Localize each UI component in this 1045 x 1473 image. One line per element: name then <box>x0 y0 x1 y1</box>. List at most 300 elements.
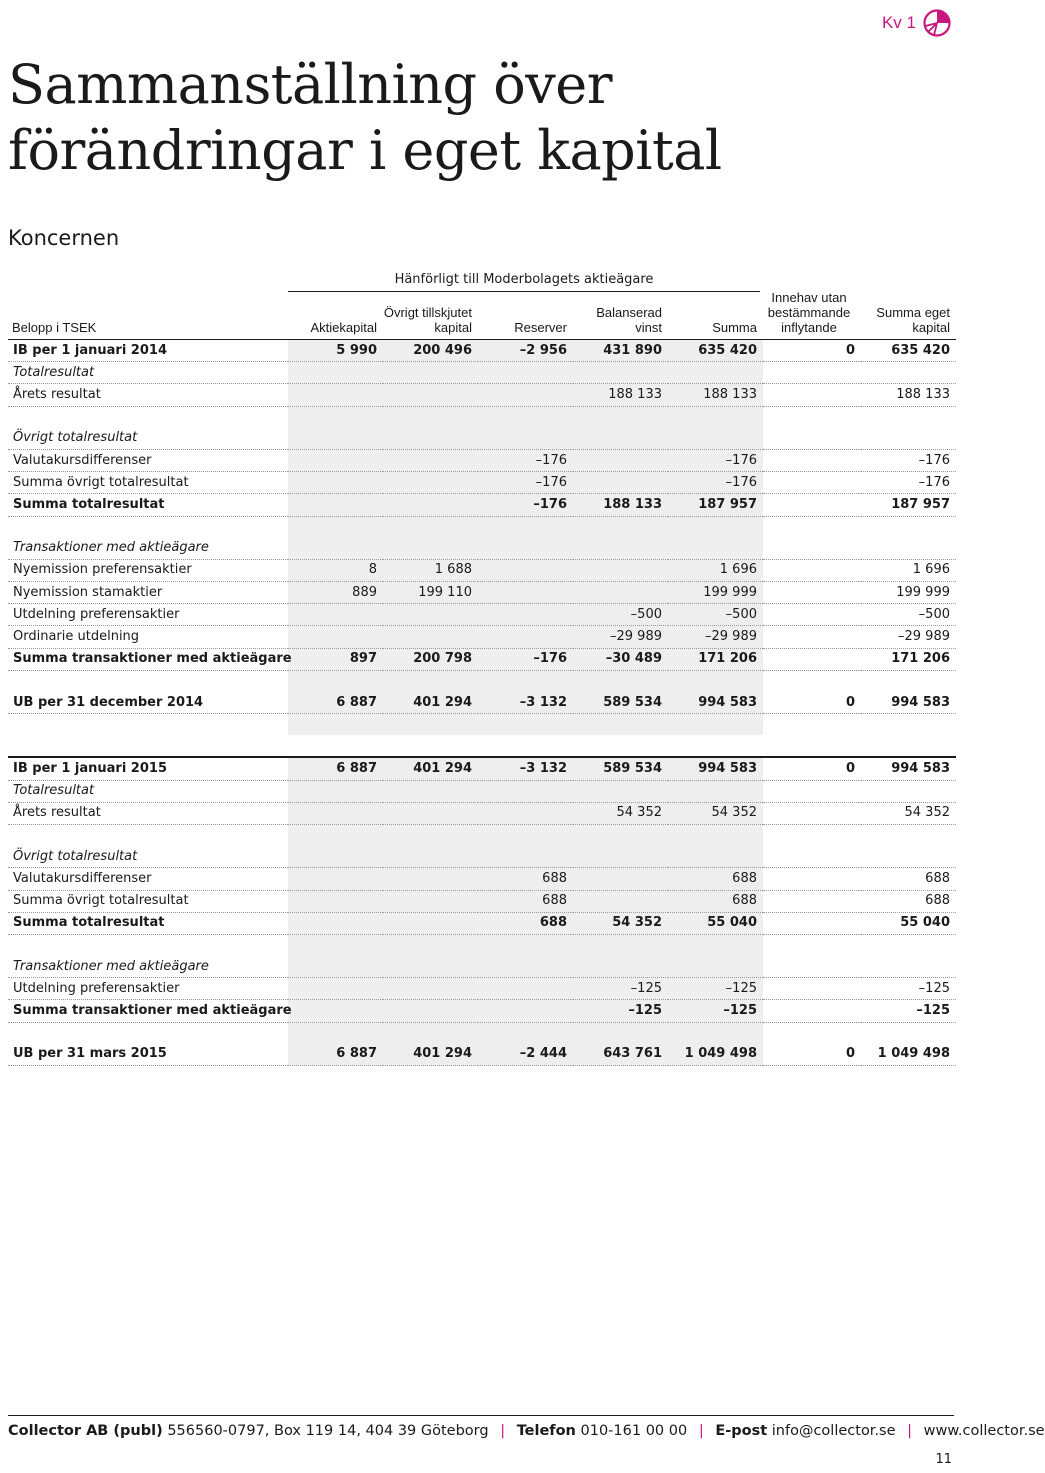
table-cell <box>861 428 956 450</box>
table-cell <box>383 735 478 757</box>
row-label: Utdelning preferensaktier <box>8 604 288 626</box>
table-cell <box>573 1022 668 1044</box>
table-cell <box>478 824 573 846</box>
table-cell <box>383 846 478 868</box>
table-row <box>8 449 956 471</box>
row-label: Summa övrigt totalresultat <box>8 472 288 494</box>
table-cell: 401 294 <box>383 1044 478 1066</box>
table-cell: –500 <box>668 604 763 626</box>
row-label <box>8 670 288 692</box>
row-label: Övrigt totalresultat <box>8 428 288 450</box>
table-cell <box>861 934 956 956</box>
row-label: Totalresultat <box>8 362 288 384</box>
table-cell <box>478 956 573 978</box>
table-cell: –125 <box>668 1000 763 1022</box>
table-cell <box>288 538 383 560</box>
table-cell <box>763 406 861 428</box>
table-cell: 199 999 <box>668 582 763 604</box>
column-header: Aktiekapital <box>288 290 383 340</box>
table-cell: 55 040 <box>861 912 956 934</box>
table-cell <box>383 449 478 471</box>
footer-email-link[interactable]: info@collector.se <box>771 1423 896 1439</box>
table-cell <box>763 890 861 912</box>
table-row <box>8 757 956 780</box>
table-cell <box>763 472 861 494</box>
table-cell <box>668 428 763 450</box>
table-cell <box>288 406 383 428</box>
table-cell <box>288 912 383 934</box>
row-label: IB per 1 januari 2014 <box>8 340 288 362</box>
table-cell: –176 <box>478 472 573 494</box>
table-cell <box>763 626 861 648</box>
table-cell <box>478 780 573 802</box>
table-cell: 643 761 <box>573 1044 668 1066</box>
table-cell <box>668 670 763 692</box>
table-cell <box>383 384 478 406</box>
footer-rule <box>8 1415 954 1416</box>
table-cell <box>573 934 668 956</box>
row-label <box>8 1022 288 1044</box>
table-cell: –30 489 <box>573 648 668 670</box>
table-cell <box>573 780 668 802</box>
table-cell <box>763 559 861 581</box>
section-title: Koncernen <box>8 226 120 250</box>
table-cell <box>668 516 763 538</box>
quarter-badge <box>882 8 952 38</box>
table-cell <box>573 735 668 757</box>
table-cell <box>478 538 573 560</box>
table-cell: –3 132 <box>478 692 573 714</box>
table-cell: 6 887 <box>288 757 383 780</box>
table-cell: –125 <box>573 1000 668 1022</box>
table-cell: 688 <box>668 868 763 890</box>
table-cell <box>478 406 573 428</box>
table-row <box>8 780 956 802</box>
table-row <box>8 1022 956 1044</box>
table-cell: 889 <box>288 582 383 604</box>
table-cell <box>288 516 383 538</box>
table-cell <box>478 516 573 538</box>
table-cell: 994 583 <box>668 692 763 714</box>
table-cell: 688 <box>668 890 763 912</box>
table-row <box>8 472 956 494</box>
table-cell <box>763 934 861 956</box>
table-cell: –29 989 <box>573 626 668 648</box>
table-cell <box>763 362 861 384</box>
table-cell <box>383 868 478 890</box>
table-row <box>8 912 956 934</box>
row-label: UB per 31 mars 2015 <box>8 1044 288 1066</box>
table-cell <box>668 824 763 846</box>
table-cell: –29 989 <box>668 626 763 648</box>
table-cell <box>573 428 668 450</box>
table-cell: 0 <box>763 692 861 714</box>
table-cell <box>288 978 383 1000</box>
table-cell <box>861 956 956 978</box>
row-label: Utdelning preferensaktier <box>8 978 288 1000</box>
table-cell: 199 110 <box>383 582 478 604</box>
table-cell <box>763 868 861 890</box>
table-cell: 6 887 <box>288 1044 383 1066</box>
row-label <box>8 714 288 736</box>
table-cell <box>383 362 478 384</box>
table-cell <box>763 735 861 757</box>
pie-chart-icon <box>922 8 952 38</box>
row-label: Totalresultat <box>8 780 288 802</box>
column-header: Innehav utan bestämmande inflytande <box>763 290 861 340</box>
footer-separator: | <box>907 1423 913 1439</box>
footer-separator: | <box>698 1423 704 1439</box>
table-cell <box>573 868 668 890</box>
table-header-row <box>8 290 956 340</box>
table-cell: 5 990 <box>288 340 383 362</box>
column-header: Övrigt tillskjutet kapital <box>383 290 478 340</box>
table-cell <box>573 670 668 692</box>
row-label: UB per 31 december 2014 <box>8 692 288 714</box>
table-cell: –176 <box>478 494 573 516</box>
table-cell <box>288 428 383 450</box>
table-cell: 54 352 <box>573 912 668 934</box>
table-cell <box>383 1000 478 1022</box>
table-cell <box>861 824 956 846</box>
table-cell: 1 049 498 <box>668 1044 763 1066</box>
table-cell <box>861 516 956 538</box>
table-cell: 8 <box>288 559 383 581</box>
table-row <box>8 648 956 670</box>
table-cell: –176 <box>668 449 763 471</box>
row-label: Nyemission stamaktier <box>8 582 288 604</box>
table-cell <box>383 1022 478 1044</box>
table-cell <box>573 714 668 736</box>
table-cell <box>383 824 478 846</box>
table-cell: 54 352 <box>668 802 763 824</box>
row-label <box>8 516 288 538</box>
table-cell <box>668 1022 763 1044</box>
row-label: Summa transaktioner med aktieägare <box>8 1000 288 1022</box>
table-cell <box>763 1000 861 1022</box>
table-cell: –500 <box>573 604 668 626</box>
table-cell: 688 <box>861 868 956 890</box>
group-header: Hänförligt till Moderbolagets aktieägare <box>288 272 760 292</box>
table-row <box>8 802 956 824</box>
table-cell: 688 <box>478 890 573 912</box>
table-cell <box>478 428 573 450</box>
table-cell <box>383 890 478 912</box>
table-row <box>8 428 956 450</box>
row-label: Årets resultat <box>8 802 288 824</box>
table-cell <box>288 626 383 648</box>
table-cell <box>288 934 383 956</box>
table-cell: 187 957 <box>861 494 956 516</box>
table-cell <box>573 538 668 560</box>
table-cell: 188 133 <box>573 494 668 516</box>
table-cell <box>668 406 763 428</box>
table-cell <box>383 494 478 516</box>
table-cell <box>478 802 573 824</box>
table-cell <box>763 582 861 604</box>
table-cell <box>383 472 478 494</box>
table-cell <box>478 934 573 956</box>
table-cell <box>288 449 383 471</box>
table-cell <box>861 362 956 384</box>
table-cell: 1 049 498 <box>861 1044 956 1066</box>
table-row <box>8 362 956 384</box>
table-row <box>8 735 956 757</box>
table-row <box>8 956 956 978</box>
footer-website-link[interactable]: www.collector.se <box>923 1423 1045 1439</box>
table-cell: 994 583 <box>861 757 956 780</box>
table-cell: –3 132 <box>478 757 573 780</box>
table-cell: 54 352 <box>573 802 668 824</box>
table-cell <box>288 494 383 516</box>
table-cell: 171 206 <box>861 648 956 670</box>
row-label: IB per 1 januari 2015 <box>8 757 288 780</box>
table-cell <box>478 714 573 736</box>
footer-phone-label: Telefon <box>516 1423 576 1439</box>
table-cell: –125 <box>861 978 956 1000</box>
table-row <box>8 406 956 428</box>
table-cell: 200 496 <box>383 340 478 362</box>
table-cell <box>573 846 668 868</box>
table-cell <box>861 780 956 802</box>
table-cell: 994 583 <box>861 692 956 714</box>
table-cell <box>478 384 573 406</box>
table-cell: –125 <box>861 1000 956 1022</box>
row-label: Årets resultat <box>8 384 288 406</box>
table-cell <box>288 780 383 802</box>
row-label: Summa totalresultat <box>8 912 288 934</box>
table-cell: –176 <box>861 472 956 494</box>
table-cell: 188 133 <box>573 384 668 406</box>
table-cell <box>288 1000 383 1022</box>
table-cell: –176 <box>478 449 573 471</box>
table-cell: 199 999 <box>861 582 956 604</box>
table-cell <box>763 1022 861 1044</box>
table-cell: 897 <box>288 648 383 670</box>
table-cell <box>668 956 763 978</box>
table-cell <box>288 868 383 890</box>
table-cell <box>383 934 478 956</box>
table-cell <box>763 516 861 538</box>
row-label: Övrigt totalresultat <box>8 846 288 868</box>
table-cell <box>573 516 668 538</box>
table-cell <box>763 670 861 692</box>
table-cell <box>383 780 478 802</box>
table-cell: 1 696 <box>668 559 763 581</box>
table-cell <box>288 472 383 494</box>
table-cell: 1 688 <box>383 559 478 581</box>
row-label <box>8 934 288 956</box>
page-number: 11 <box>935 1452 952 1467</box>
table-cell: 54 352 <box>861 802 956 824</box>
column-header: Summa eget kapital <box>861 290 956 340</box>
table-row <box>8 582 956 604</box>
table-cell <box>668 780 763 802</box>
table-cell: 0 <box>763 340 861 362</box>
row-label: Valutakursdifferenser <box>8 868 288 890</box>
table-cell <box>763 428 861 450</box>
table-row <box>8 604 956 626</box>
table-cell <box>383 406 478 428</box>
table-cell <box>478 626 573 648</box>
table-cell <box>288 604 383 626</box>
table-cell: –29 989 <box>861 626 956 648</box>
table-row <box>8 538 956 560</box>
table-cell: 0 <box>763 757 861 780</box>
table-cell: 200 798 <box>383 648 478 670</box>
table-row <box>8 714 956 736</box>
table-cell: 688 <box>861 890 956 912</box>
table-cell: 589 534 <box>573 692 668 714</box>
table-row <box>8 824 956 846</box>
table-cell <box>668 846 763 868</box>
table-cell: 6 887 <box>288 692 383 714</box>
table-cell <box>668 934 763 956</box>
table-row <box>8 340 956 362</box>
table-cell <box>861 846 956 868</box>
footer-separator: | <box>500 1423 506 1439</box>
table-cell <box>288 802 383 824</box>
table-cell <box>478 362 573 384</box>
table-cell <box>763 780 861 802</box>
table-cell <box>383 604 478 626</box>
table-row <box>8 670 956 692</box>
table-cell: 0 <box>763 1044 861 1066</box>
table-cell: 171 206 <box>668 648 763 670</box>
table-cell <box>288 384 383 406</box>
column-header: Summa <box>668 290 763 340</box>
table-cell <box>288 1022 383 1044</box>
table-cell: 688 <box>478 912 573 934</box>
row-label: Ordinarie utdelning <box>8 626 288 648</box>
table-row <box>8 1000 956 1022</box>
table-cell: 635 420 <box>668 340 763 362</box>
table-row <box>8 692 956 714</box>
quarter-label: Kv 1 <box>881 13 916 32</box>
table-cell <box>763 648 861 670</box>
table-cell <box>478 846 573 868</box>
table-cell <box>478 1000 573 1022</box>
table-cell <box>573 406 668 428</box>
table-cell <box>668 538 763 560</box>
table-cell <box>573 582 668 604</box>
table-cell: 188 133 <box>668 384 763 406</box>
table-row <box>8 516 956 538</box>
table-cell: 401 294 <box>383 692 478 714</box>
column-header: Reserver <box>478 290 573 340</box>
table-cell: 688 <box>478 868 573 890</box>
table-cell: –500 <box>861 604 956 626</box>
table-cell: 401 294 <box>383 757 478 780</box>
row-label: Summa övrigt totalresultat <box>8 890 288 912</box>
table-row <box>8 846 956 868</box>
table-cell <box>861 735 956 757</box>
table-cell: 1 696 <box>861 559 956 581</box>
table-cell <box>763 802 861 824</box>
table-cell: 589 534 <box>573 757 668 780</box>
table-cell: 635 420 <box>861 340 956 362</box>
table-cell <box>383 428 478 450</box>
row-label: Summa totalresultat <box>8 494 288 516</box>
table-cell: –176 <box>478 648 573 670</box>
table-row <box>8 626 956 648</box>
table-cell <box>861 1022 956 1044</box>
table-cell <box>763 912 861 934</box>
table-cell <box>668 362 763 384</box>
table-cell: 188 133 <box>861 384 956 406</box>
table-cell: –2 956 <box>478 340 573 362</box>
table-cell <box>478 978 573 1000</box>
table-cell <box>763 824 861 846</box>
table-cell <box>288 362 383 384</box>
table-row <box>8 559 956 581</box>
table-cell <box>383 912 478 934</box>
table-cell: –125 <box>668 978 763 1000</box>
table-cell <box>288 670 383 692</box>
table-cell <box>861 670 956 692</box>
row-label: Transaktioner med aktieägare <box>8 956 288 978</box>
table-row <box>8 890 956 912</box>
table-cell <box>573 449 668 471</box>
table-cell <box>478 559 573 581</box>
table-cell <box>668 735 763 757</box>
equity-table <box>8 290 956 1066</box>
table-row <box>8 868 956 890</box>
table-cell: –125 <box>573 978 668 1000</box>
table-cell <box>478 735 573 757</box>
table-cell <box>478 670 573 692</box>
table-row <box>8 934 956 956</box>
table-cell <box>288 824 383 846</box>
table-cell <box>478 1022 573 1044</box>
table-cell <box>573 956 668 978</box>
row-label <box>8 406 288 428</box>
table-cell <box>383 538 478 560</box>
table-cell: 187 957 <box>668 494 763 516</box>
column-header: Belopp i TSEK <box>8 290 288 340</box>
table-cell <box>383 670 478 692</box>
table-cell <box>763 604 861 626</box>
footer-company: Collector AB (publ) <box>8 1423 163 1439</box>
table-row <box>8 384 956 406</box>
table-cell <box>288 735 383 757</box>
row-label: Valutakursdifferenser <box>8 449 288 471</box>
table-cell <box>573 362 668 384</box>
table-cell <box>383 516 478 538</box>
table-cell: 55 040 <box>668 912 763 934</box>
table-cell <box>383 978 478 1000</box>
footer-address: 556560-0797, Box 119 14, 404 39 Göteborg <box>167 1423 489 1439</box>
table-cell <box>383 626 478 648</box>
footer-phone: 010-161 00 00 <box>580 1423 688 1439</box>
table-cell <box>763 449 861 471</box>
table-cell <box>573 824 668 846</box>
table-cell <box>478 582 573 604</box>
table-cell <box>288 890 383 912</box>
table-cell <box>861 406 956 428</box>
table-cell <box>763 846 861 868</box>
table-cell <box>861 714 956 736</box>
footer <box>8 1423 1045 1439</box>
table-row <box>8 494 956 516</box>
table-cell <box>288 846 383 868</box>
table-cell <box>478 604 573 626</box>
table-cell <box>763 956 861 978</box>
table-cell <box>383 714 478 736</box>
row-label <box>8 824 288 846</box>
table-cell <box>763 384 861 406</box>
row-label: Nyemission preferensaktier <box>8 559 288 581</box>
